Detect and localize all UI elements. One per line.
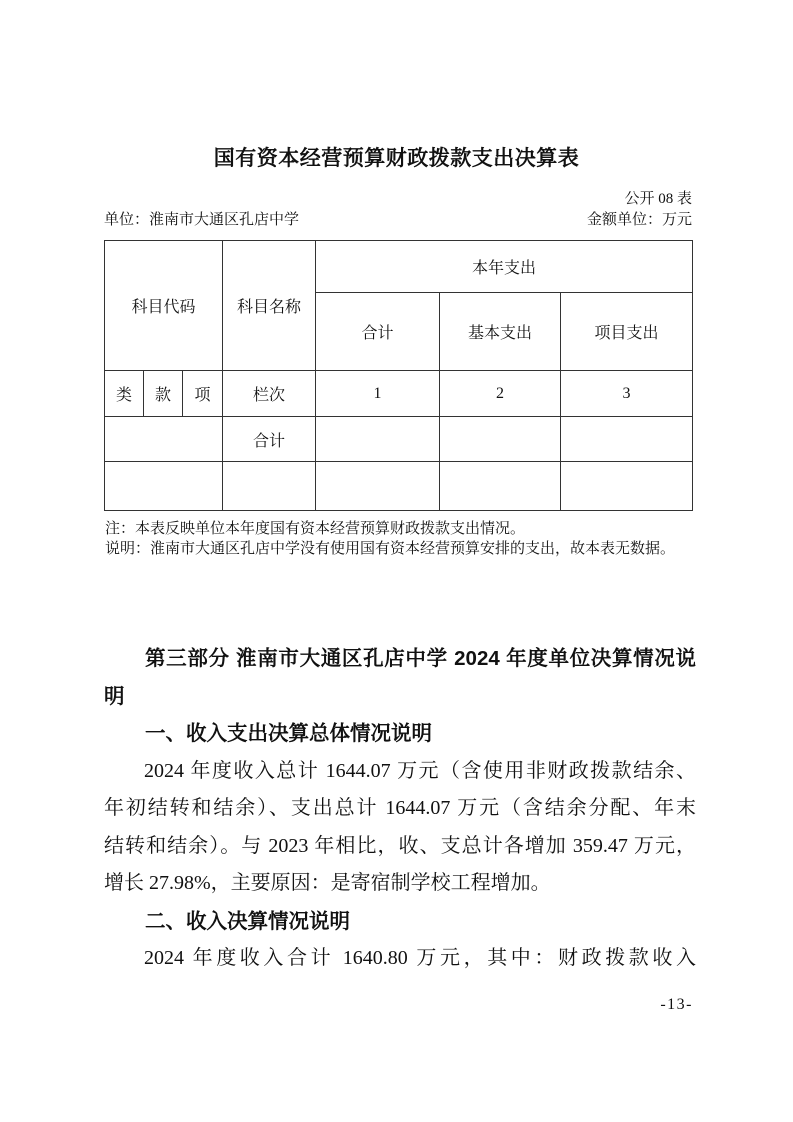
table-row xyxy=(105,417,693,462)
page-number: -13- xyxy=(660,996,693,1013)
meta-row xyxy=(104,211,692,230)
lane-label-cell: 栏次 xyxy=(223,371,316,417)
table-note: 注：本表反映单位本年度国有资本经营预算财政拨款支出情况。 xyxy=(105,521,526,537)
narrative xyxy=(104,640,696,978)
row-total-cell xyxy=(316,417,440,462)
table-row xyxy=(105,462,693,511)
header-year-expenditure: 本年支出 xyxy=(316,241,693,293)
row-basic-cell xyxy=(440,417,561,462)
header-subject-code: 科目代码 xyxy=(105,241,223,371)
table-explanation: 说明：淮南市大通区孔店中学没有使用国有资本经营预算安排的支出，故本表无数据。 xyxy=(105,541,676,557)
table-notes xyxy=(105,519,705,559)
para-overall-line-4: 增长 27.98%，主要原因：是寄宿制学校工程增加。 xyxy=(104,872,551,894)
row-basic-cell xyxy=(440,462,561,511)
subheading-overall-situation: 一、收入支出决算总体情况说明 xyxy=(145,722,432,745)
header-total: 合计 xyxy=(316,293,440,371)
unit-label: 单位：淮南市大通区孔店中学 xyxy=(104,212,300,228)
header-project-expenditure: 项目支出 xyxy=(561,293,693,371)
code-col-category: 类 xyxy=(105,371,144,417)
para-overall-line-3: 结转和结余）。与 2023 年相比，收、支总计各增加 359.47 万元， xyxy=(104,834,696,857)
document-title: 国有资本经营预算财政拨款支出决算表 xyxy=(213,147,580,170)
row-project-cell xyxy=(561,417,693,462)
row-name-cell: 合计 xyxy=(223,417,316,462)
lane-number-2: 2 xyxy=(440,371,561,417)
para-overall-line-1: 2024 年度收入总计 1644.07 万元（含使用非财政拨款结余、 xyxy=(144,759,696,782)
code-col-item: 款 xyxy=(144,371,183,417)
budget-table xyxy=(104,240,693,511)
header-basic-expenditure: 基本支出 xyxy=(440,293,561,371)
row-code-cell xyxy=(105,417,223,462)
amount-unit-label: 金额单位：万元 xyxy=(586,212,692,228)
lane-number-1: 1 xyxy=(316,371,440,417)
para-income-line-1: 2024 年度收入合计 1640.80 万元，其中：财政拨款收入 xyxy=(144,947,696,969)
para-overall-line-2: 年初结转和结余）、支出总计 1644.07 万元（含结余分配、年末 xyxy=(104,797,696,819)
row-name-cell xyxy=(223,462,316,511)
section-heading-line-2: 明 xyxy=(104,684,125,708)
subheading-income: 二、收入决算情况说明 xyxy=(145,909,350,933)
lane-number-3: 3 xyxy=(561,371,693,417)
row-code-cell xyxy=(105,462,223,511)
header-subject-name: 科目名称 xyxy=(223,241,316,371)
table-number: 公开 08 表 xyxy=(624,191,692,207)
section-heading-line-1: 第三部分 淮南市大通区孔店中学 2024 年度单位决算情况说 xyxy=(145,647,696,670)
row-project-cell xyxy=(561,462,693,511)
code-col-sub-item: 项 xyxy=(183,371,223,417)
row-total-cell xyxy=(316,462,440,511)
